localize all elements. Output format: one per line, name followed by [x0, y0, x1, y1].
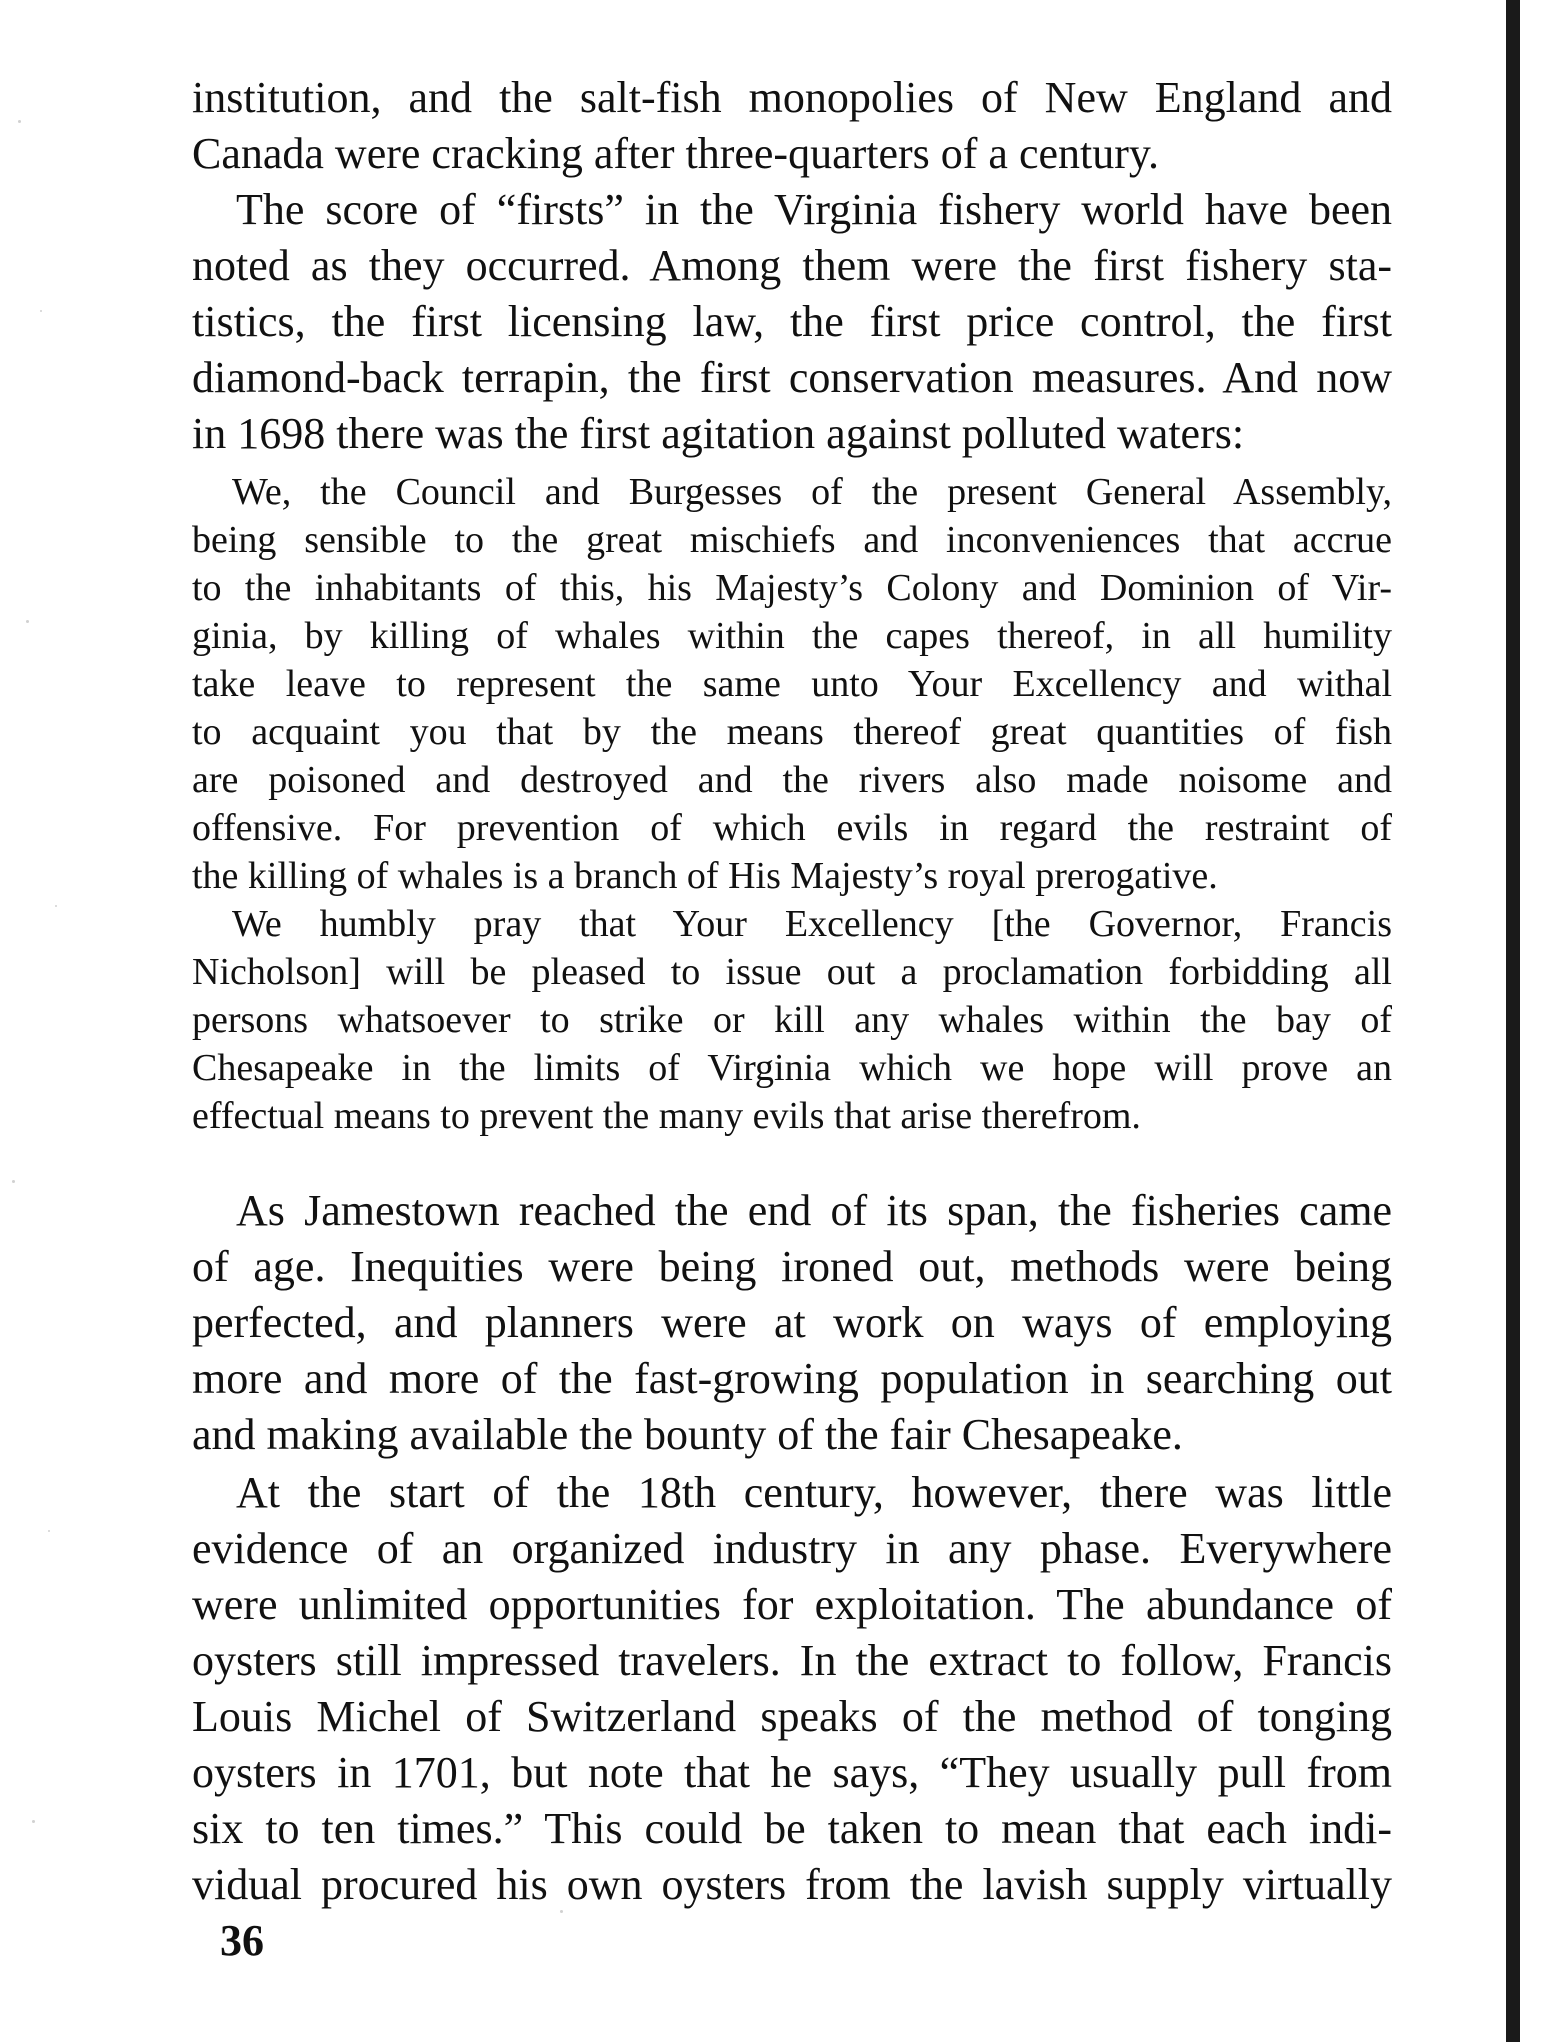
scan-speckle: [18, 120, 21, 123]
text-line: oysters in 1701, but note that he says, “They usually pull from: [192, 1748, 1392, 1797]
paragraph-jamestown: [192, 1183, 1392, 1463]
scan-speckle: [40, 310, 42, 312]
text-line: vidual procured his own oysters from the lavish supply virtually: [192, 1860, 1392, 1909]
text-line: Chesapeake in the limits of Virginia which we hope will prove an: [192, 1047, 1392, 1089]
page-number: 36: [220, 1916, 264, 1965]
text-line: Canada were cracking after three-quarters of a century.: [192, 129, 1160, 178]
text-line: noted as they occurred. Among them were the first fishery sta-: [192, 241, 1392, 290]
text-line: tistics, the first licensing law, the first price control, the first: [192, 297, 1392, 346]
text-line: ginia, by killing of whales within the capes thereof, in all humility: [192, 615, 1392, 657]
text-line: were unlimited opportunities for exploitation. The abundance of: [192, 1580, 1392, 1629]
text-line: to the inhabitants of this, his Majesty’s Colony and Dominion of Vir-: [192, 567, 1392, 609]
text-line: We, the Council and Burgesses of the present General Assembly,: [232, 471, 1392, 513]
block-quote-prayer: [192, 900, 1392, 1140]
text-line: We humbly pray that Your Excellency [the Governor, Francis: [232, 903, 1392, 945]
text-line: of age. Inequities were being ironed out, methods were being: [192, 1242, 1392, 1291]
scan-speckle: [48, 1530, 50, 1532]
text-line: As Jamestown reached the end of its span, the fisheries came: [236, 1186, 1392, 1235]
text-line: perfected, and planners were at work on ways of employing: [192, 1298, 1392, 1347]
text-line: diamond-back terrapin, the first conservation measures. And now: [192, 353, 1392, 402]
text-line: oysters still impressed travelers. In the extract to follow, Francis: [192, 1636, 1392, 1685]
text-line: institution, and the salt-fish monopolies of New England and: [192, 73, 1392, 122]
scan-speckle: [55, 905, 57, 907]
scan-speckle: [12, 1180, 15, 1183]
text-line: persons whatsoever to strike or kill any whales within the bay of: [192, 999, 1392, 1041]
text-line: take leave to represent the same unto Your Excellency and withal: [192, 663, 1392, 705]
block-quote-petition: [192, 468, 1392, 900]
text-line: the killing of whales is a branch of His Majesty’s royal prerogative.: [192, 855, 1218, 897]
text-line: and making available the bounty of the fair Chesapeake.: [192, 1410, 1183, 1459]
text-line: are poisoned and destroyed and the rivers also made noisome and: [192, 759, 1392, 801]
text-line: to acquaint you that by the means thereof great quantities of fish: [192, 711, 1392, 753]
scan-speckle: [32, 1820, 35, 1823]
text-line: The score of “firsts” in the Virginia fishery world have been: [236, 185, 1392, 234]
paragraph-18th-century: [192, 1465, 1392, 1913]
text-line: Nicholson] will be pleased to issue out a proclamation forbidding all: [192, 951, 1392, 993]
text-line: evidence of an organized industry in any phase. Everywhere: [192, 1524, 1392, 1573]
paragraph-firsts: [192, 182, 1392, 462]
text-line: At the start of the 18th century, however, there was little: [236, 1468, 1392, 1517]
text-line: being sensible to the great mischiefs and inconveniences that accrue: [192, 519, 1392, 561]
text-line: more and more of the fast-growing population in searching out: [192, 1354, 1392, 1403]
text-line: Louis Michel of Switzerland speaks of the method of tonging: [192, 1692, 1392, 1741]
text-line: in 1698 there was the first agitation against polluted waters:: [192, 409, 1245, 458]
text-line: six to ten times.” This could be taken to mean that each indi-: [192, 1804, 1392, 1853]
text-line: effectual means to prevent the many evils that arise therefrom.: [192, 1095, 1141, 1137]
paragraph-continuation: [192, 70, 1392, 182]
scan-speckle: [26, 620, 29, 623]
page-edge-shadow: [1506, 0, 1520, 2042]
text-line: offensive. For prevention of which evils in regard the restraint of: [192, 807, 1392, 849]
